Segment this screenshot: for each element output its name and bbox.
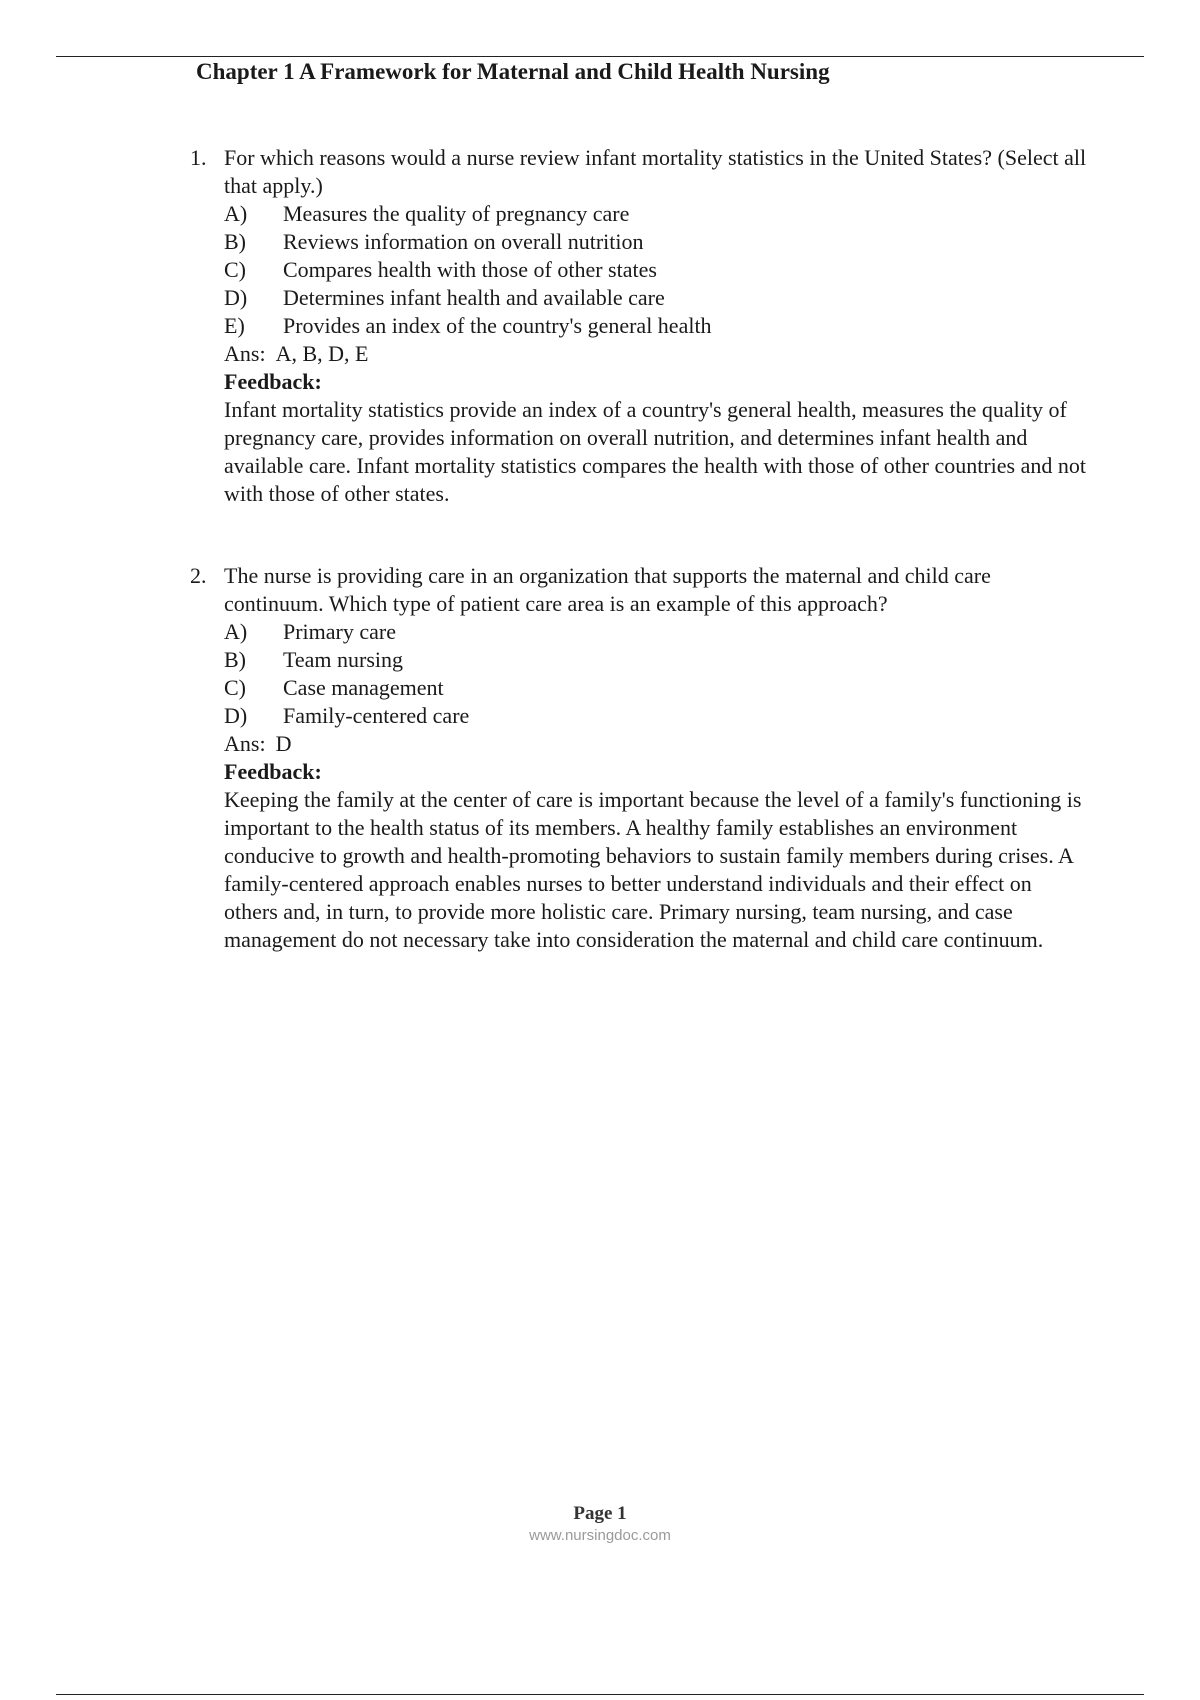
chapter-title: Chapter 1 A Framework for Maternal and Child Health Nursing xyxy=(196,59,830,84)
question-text: The nurse is providing care in an organization that supports the maternal and child care continuum. Which type of patient care area is an example of this approach? xyxy=(224,563,991,616)
page-number: Page 1 xyxy=(573,1503,627,1524)
option-text: Reviews information on overall nutrition xyxy=(283,229,644,254)
feedback-text: Keeping the family at the center of care is important because the level of a family's functioning is important to the health status of its members. A healthy family establishes an environment conducive to growth and health-promoting behaviors to sustain family members during crises. A family-centered approach enables nurses to better understand individuals and their effect on others and, in turn, to provide more holistic care. Primary nursing, team nursing, and case management do not necessary take into consideration the maternal and child care continuum. xyxy=(224,787,1082,952)
question-2 xyxy=(190,562,1090,954)
option-text: Provides an index of the country's general health xyxy=(283,313,712,338)
question-number: 2. xyxy=(190,563,207,588)
option-text: Measures the quality of pregnancy care xyxy=(283,201,630,226)
option-letter: C) xyxy=(224,675,246,700)
question-body xyxy=(224,618,1090,954)
bottom-rule xyxy=(56,1694,1144,1695)
answer-value: A, B, D, E xyxy=(275,341,369,366)
option-letter: D) xyxy=(224,703,248,728)
question-stem xyxy=(190,562,1090,618)
question-number: 1. xyxy=(190,145,207,170)
feedback-label: Feedback: xyxy=(224,369,322,394)
question-stem xyxy=(190,144,1090,200)
option-c xyxy=(224,674,1090,702)
option-letter: D) xyxy=(224,285,248,310)
feedback-text: Infant mortality statistics provide an index of a country's general health, measures the quality of pregnancy care, provides information on overall nutrition, and determines infant health and available care. Infant mortality statistics compares the health with those of other countries and not with those of other states. xyxy=(224,397,1086,506)
option-letter: B) xyxy=(224,647,246,672)
option-text: Family-centered care xyxy=(283,703,470,728)
answer-line xyxy=(224,730,1090,758)
question-body xyxy=(224,200,1090,508)
question-1 xyxy=(190,144,1090,508)
answer-label: Ans: xyxy=(224,731,266,756)
option-text: Case management xyxy=(283,675,444,700)
feedback-label: Feedback: xyxy=(224,759,322,784)
option-letter: B) xyxy=(224,229,246,254)
watermark-url: www.nursingdoc.com xyxy=(529,1527,671,1544)
option-d xyxy=(224,702,1090,730)
option-letter: A) xyxy=(224,619,248,644)
answer-label: Ans: xyxy=(224,341,266,366)
option-d xyxy=(224,284,1090,312)
answer-value: D xyxy=(275,731,292,756)
option-text: Compares health with those of other states xyxy=(283,257,657,282)
option-c xyxy=(224,256,1090,284)
answer-line xyxy=(224,340,1090,368)
option-a xyxy=(224,200,1090,228)
option-b xyxy=(224,228,1090,256)
option-text: Primary care xyxy=(283,619,396,644)
option-a xyxy=(224,618,1090,646)
question-text: For which reasons would a nurse review infant mortality statistics in the United States? (Select all that apply.) xyxy=(224,145,1087,198)
option-text: Team nursing xyxy=(283,647,404,672)
option-letter: C) xyxy=(224,257,246,282)
option-letter: E) xyxy=(224,313,245,338)
option-text: Determines infant health and available care xyxy=(283,285,665,310)
option-e xyxy=(224,312,1090,340)
option-letter: A) xyxy=(224,201,248,226)
option-b xyxy=(224,646,1090,674)
